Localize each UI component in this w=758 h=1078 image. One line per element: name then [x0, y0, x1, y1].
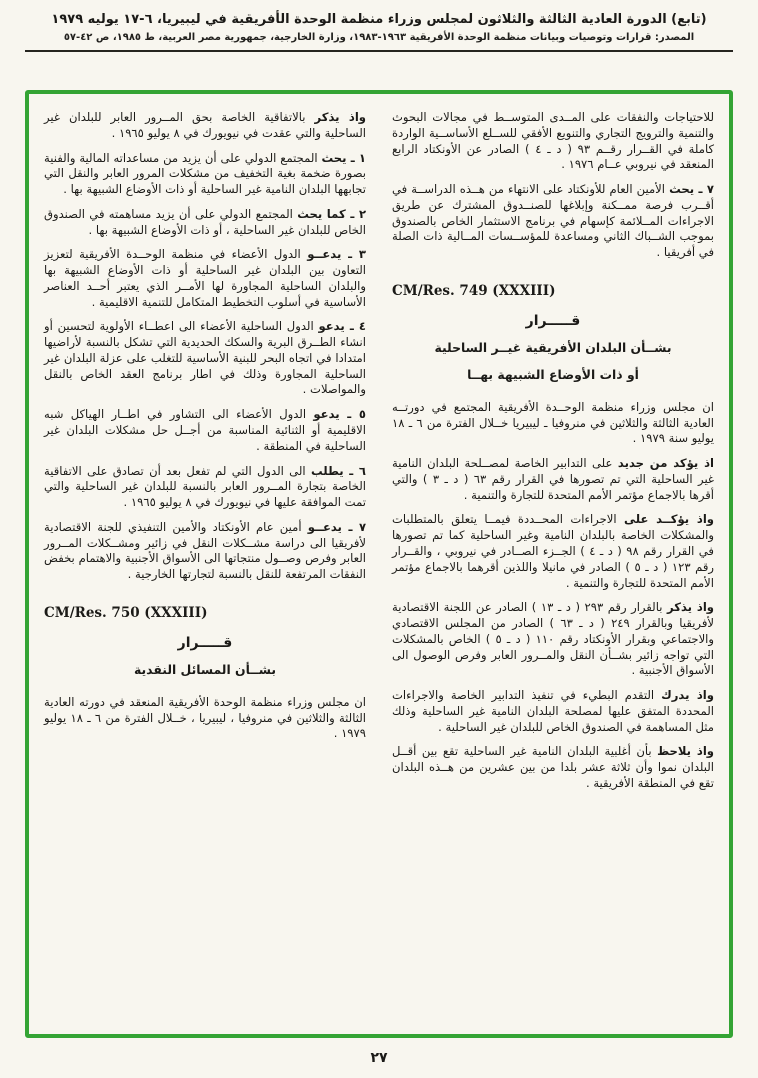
paragraph-item-2 — [44, 207, 366, 239]
clause-lead: ٣ ـ يدعــو — [307, 247, 366, 262]
resolution-title: قـــــرار — [177, 634, 233, 651]
paragraph-continuation — [392, 110, 714, 173]
paragraph-recalling-convention — [44, 110, 366, 142]
resolution-subject-line1: بشــأن البلدان الأفريقية غيــر الساحلية — [434, 339, 672, 355]
clause-text: على التدابير الخاصة لمصــلحة البلدان النامية غير الساحلية التي تم تصورها في القرار رقم ٦٣ ( د ـ ٣ ) والتي أقرها بالاجماع مؤتمر الأمم المتحدة للتجارة والتنمية . — [392, 456, 714, 502]
clause-text: الى الدول التي لم تفعل بعد أن تصادق على الاتفاقية الخاصة بتجارة المــرور العابر بالنسبة للبلدان غير الساحلية والتي تمت الموافقة عليها في نيويورك في ٨ يوليو ١٩٦٥ . — [44, 463, 366, 510]
clause-lead: واذ يؤكــد على — [623, 512, 714, 527]
paragraph-item-6 — [44, 464, 366, 511]
clause-lead: واذ يذكر — [314, 110, 367, 124]
paragraph-clause-7 — [392, 182, 714, 261]
clause-lead: اذ يؤكد من جديد — [617, 456, 714, 471]
clause-text: بالقرار رقم ٢٩٣ ( د ـ ١٣ ) الصادر عن اللجنة الاقتصادية لأفريقيا وبالقرار ٢٤٩ ( د ـ ٦٣ ) الصادر من المجلس الاقتصادي والاجتماعي وبقرار الأونكتاد رقم ١١٠ ( د ـ ٥ ) الخاص بالمشكلات التي تواجه زائير بشــأن النقل والمــرور العابر وفرص الوصول الى الأسواق الأجنبية . — [392, 600, 715, 678]
clause-text: المجتمع الدولي على أن يزيد من مساعداته المالية والفنية بصورة ضخمة بغية التخفيف من مشكلات المرور العابر والنقل التي تجابهها البلدان النامية غير الساحلية أو ذات الأوضاع الشبيهة بها . — [44, 150, 366, 197]
clause-text: ان مجلس وزراء منظمة الوحدة الأفريقية المنعقد في دورته العادية الثالثة والثلاثين في منروفيا ، ليبيريا ، خــلال الفترة من ٦ ـ ١٨ يوليو ١٩٧٩ . — [44, 694, 366, 741]
clause-lead: ٧ ـ يدعــو — [307, 519, 367, 534]
paragraph-item-1 — [44, 151, 366, 198]
column-left — [44, 110, 366, 1024]
resolution-subject: بشــأن المسائل النقدية — [134, 661, 276, 677]
clause-text: الدول الأعضاء في منظمة الوحــدة الأفريقية لتعزيز التعاون بين البلدان غير الساحلية أو ذات الأوضاع الشبيهة بها والبلدان الساحلية المجاورة لها الأمــر الذي يعتبر أحــد العناصر الأساسية في أسلوب التخطيط المتكامل للتنمية الاقليمية . — [44, 247, 366, 309]
clause-text: أمين عام الأونكتاد والأمين التنفيذي للجنة الاقتصادية لأفريقيا الى دراسة مشــكلات النقل في زائير ومشــكلات المــرور العابر وفرص وصــول منتجاتها الى الأسواق الأجنبية والاهتمام بخفض النفقات المرتفعة للنقل بالنسبة لتجارتها الخارجية . — [44, 519, 366, 582]
paragraph-reaffirming — [392, 456, 714, 503]
clause-lead: ٥ ـ يدعو — [313, 407, 366, 422]
resolution-number-750: CM/Res. 750 (XXXIII) — [44, 604, 208, 621]
resolution-title: قـــــرار — [525, 312, 581, 329]
page-header — [0, 0, 758, 52]
clause-text: للاحتياجات والنفقات على المــدى المتوســط في مجالات البحوث والتنمية والترويج التجاري والتنويع الأفقي للســلع الأساســية الواردة كاملة في القــرار رقــم ٩٣ ( د ـ ٤ ) الصادر عن الأونكتاد الرابع المنعقد في نيروبي عــام ١٩٧٦ . — [392, 110, 715, 172]
resolution-number-749: CM/Res. 749 (XXXIII) — [392, 282, 556, 299]
two-column-layout — [44, 110, 714, 1024]
source-line: المصدر: قرارات وتوصيات وبيانات منظمة الوحدة الأفريقية ١٩٦٣-١٩٨٣، وزارة الخارجية، جمهورية مصر العربية، ط ١٩٨٥، ص ٤٢-٥٧ — [63, 32, 695, 43]
clause-text: الأمين العام للأونكتاد على الانتهاء من هــذه الدراســة في أقــرب فرصة ممــكنة وإبلاغها للصنــدوق المشترك عن طريق الاجراءات المــلائمة كإسهام في برنامج الاستثمار الخاص بالصندوق بموجب الشــباك الثاني ومساعدة للمؤســسات المــالية ذات الصلة في أفريقيا . — [392, 182, 714, 260]
clause-text: ان مجلس وزراء منظمة الوحــدة الأفريقية المجتمع في دورتــه العادية الثالثة والثلاثين في منروفيا ـ ليبيريا خــلال الفترة من ٦ ـ ١٨ يوليو سنة ١٩٧٩ . — [392, 399, 714, 446]
clause-text: الاجراءات المحــددة فيمــا يتعلق بالمتطلبات والمشكلات الخاصة بالبلدان النامية وغير الساحلية كما تم تصورها في القرار رقم ٩٨ ( د ـ ٤ ) الجــزء الصــادر في نيروبي ، والقــرار رقم ١٢٣ ( د ـ ٥ ) الصادر في مانيلا واللذين أقرهما بالاجماع مؤتمر الأمم المتحدة للتجارة والتنمية . — [392, 512, 714, 590]
clause-lead: واذ يذكر — [667, 600, 715, 615]
clause-lead: واذ يلاحظ — [657, 744, 715, 759]
clause-lead: ١ ـ يحث — [321, 150, 366, 165]
paragraph-noting — [392, 744, 714, 791]
clause-text: بالاتفاقية الخاصة بحق المــرور العابر للبلدان غير الساحلية والتي عقدت في نيويورك في ٨ يوليو ١٩٦٥ . — [44, 110, 366, 140]
paragraph-item-5 — [44, 407, 366, 454]
clause-text: الدول الأعضاء الى التشاور في اطــار الهياكل شبه الاقليمية أو الثنائية المناسبة من أجــل حل مشكلات البلدان غير الساحلية في المنطقة . — [44, 407, 366, 453]
clause-lead: ٢ ـ كما يحث — [297, 206, 367, 221]
paragraph-item-3 — [44, 247, 366, 310]
paragraph-item-4 — [44, 319, 366, 398]
clause-text: الدول الساحلية الأعضاء الى اعطــاء الأولوية لتحسين أو انشاء الطــرق البرية والسكك الحديدية التي تشكل بالنسبة لأراضيها امتدادا في اتجاه البحر للبنية الأساسية للتغلب على عزلة البلدان غير الساحلية المجاورة وذلك في اطار برنامج العقد الخاص بالنقل والمواصلات . — [44, 319, 366, 397]
paragraph-preamble — [392, 400, 714, 447]
paragraph-emphasizing — [392, 512, 714, 591]
resolution-subject-line2: أو ذات الأوضاع الشبيهة بهــا — [467, 366, 639, 382]
clause-text: بأن أغلبية البلدان النامية غير الساحلية تقع بين أقــل البلدان نموا وأن ثلاثة عشر بلدا من بين عشرين من هــذه البلدان تقع في المنطقة الأفريقية . — [392, 744, 714, 790]
clause-text: المجتمع الدولي على أن يزيد مساهمته في الصندوق الخاص للبلدان غير الساحلية ، أو ذات الأوضاع الشبيهة بها . — [44, 206, 366, 237]
clause-text: التقدم البطيء في تنفيذ التدابير الخاصة والاجراءات المحددة المتفق عليها لمصلحة البلدان النامية غير الساحلية وذلك مثل المساهمة في الصندوق الخاص للبلدان غير الساحلية . — [392, 688, 714, 734]
header-divider — [25, 50, 733, 52]
page-number: ٢٧ — [370, 1050, 388, 1066]
clause-lead: ٦ ـ يطلب — [310, 463, 366, 478]
paragraph-item-7 — [44, 520, 366, 583]
column-right — [392, 110, 714, 1024]
content-frame — [25, 90, 733, 1038]
session-title: (تابع) الدورة العادية الثالثة والثلاثون لمجلس وزراء منظمة الوحدة الأفريقية في ليبيريا، ٦-١٧ يوليه ١٩٧٩ — [51, 12, 707, 27]
clause-lead: ٧ ـ يحث — [669, 182, 714, 197]
paragraph-aware — [392, 688, 714, 735]
paragraph-preamble-750 — [44, 695, 366, 742]
clause-lead: ٤ ـ يدعو — [318, 319, 366, 334]
clause-lead: واذ يدرك — [661, 688, 714, 703]
paragraph-recalling — [392, 600, 714, 679]
